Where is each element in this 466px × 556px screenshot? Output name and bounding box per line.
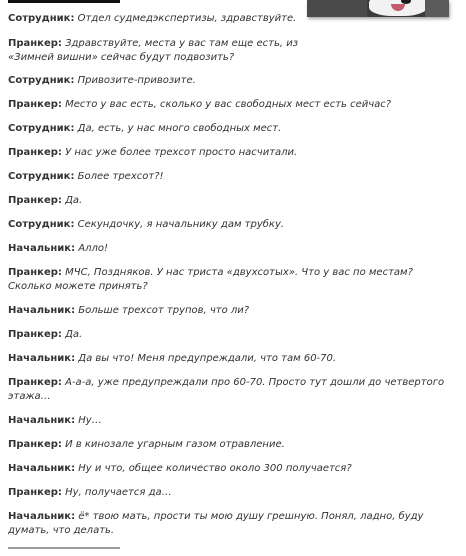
bottom-divider (8, 547, 120, 549)
dialogue-line (8, 37, 438, 65)
line-text: Больше трехсот трупов, что ли? (78, 305, 250, 316)
dialogue-line (8, 328, 438, 342)
dialogue-line (8, 510, 438, 538)
line-text: Да, есть, у нас много свободных мест. (77, 123, 282, 134)
dialogue-line (8, 146, 438, 160)
speaker-label: Сотрудник: (8, 13, 75, 24)
speaker-label: Сотрудник: (8, 75, 75, 86)
dialogue-line (8, 462, 438, 476)
dialogue-line (8, 194, 438, 208)
dialogue-line (8, 122, 438, 136)
speaker-label: Пранкер: (8, 439, 62, 450)
line-text: Да. (65, 329, 83, 340)
line-text: У нас уже более трехсот просто насчитали. (65, 147, 298, 158)
line-text: Здравствуйте, места у вас там еще есть, из (65, 38, 299, 49)
dialogue-line (8, 414, 438, 428)
line-text: И в кинозале угарным газом отравление. (65, 439, 285, 450)
speaker-label: Начальник: (8, 243, 76, 254)
dialogue-line (8, 218, 438, 232)
speaker-label: Пранкер: (8, 329, 62, 340)
speaker-label: Сотрудник: (8, 219, 75, 230)
speaker-label: Пранкер: (8, 377, 62, 388)
speaker-label: Начальник: (8, 353, 76, 364)
speaker-label: Пранкер: (8, 147, 62, 158)
line-text: Да. (65, 195, 83, 206)
speaker-label: Сотрудник: (8, 123, 75, 134)
speaker-label: Начальник: (8, 511, 76, 522)
line-text: ё* твою мать, прости ты мою душу грешную. Понял, ладно, буду (78, 511, 424, 522)
speaker-label: Начальник: (8, 463, 76, 474)
dialogue-line (8, 170, 438, 184)
line-text: Более трехсот?! (77, 171, 164, 182)
dialogue-line (8, 242, 438, 256)
line-text: Алло! (78, 243, 109, 254)
line-text: Секундочку, я начальнику дам трубку. (77, 219, 285, 230)
line-text: Ну и что, общее количество около 300 получается? (78, 463, 352, 474)
dialogue-line (8, 12, 438, 26)
line-text-continued: думать, что делать. (8, 525, 115, 536)
line-text-continued: этажа… (8, 391, 51, 402)
speaker-label: Пранкер: (8, 99, 62, 110)
line-text: Ну… (78, 415, 102, 426)
line-text: Отдел судмедэкспертизы, здравствуйте. (77, 13, 297, 24)
dialogue-line (8, 486, 438, 500)
speaker-label: Пранкер: (8, 487, 62, 498)
line-text-continued: «Зимней вишни» сейчас будут подвозить? (8, 52, 235, 63)
speaker-label: Начальник: (8, 305, 76, 316)
speaker-label: Пранкер: (8, 267, 62, 278)
dialogue-line (8, 74, 438, 88)
dialogue-line (8, 352, 438, 366)
dialogue-line (8, 98, 438, 112)
speaker-label: Начальник: (8, 415, 76, 426)
speaker-label: Пранкер: (8, 38, 62, 49)
line-text: Да вы что! Меня предупреждали, что там 60-70. (78, 353, 337, 364)
dialogue-line (8, 376, 445, 404)
dialogue-line (8, 438, 438, 452)
speaker-label: Сотрудник: (8, 171, 75, 182)
top-divider (8, 0, 120, 3)
line-text-continued: Сколько можете принять? (8, 281, 148, 292)
line-text: А-а-а, уже предупреждали про 60-70. Просто тут дошли до четвертого (65, 377, 445, 388)
speaker-label: Пранкер: (8, 195, 62, 206)
line-text: МЧС, Поздняков. У нас триста «двухсотых». Что у вас по местам? (65, 267, 413, 278)
dialogue-line (8, 304, 438, 318)
dialogue-line (8, 266, 438, 294)
line-text: Ну, получается да… (65, 487, 172, 498)
line-text: Место у вас есть, сколько у вас свободных мест есть сейчас? (65, 99, 392, 110)
line-text: Привозите-привозите. (77, 75, 196, 86)
